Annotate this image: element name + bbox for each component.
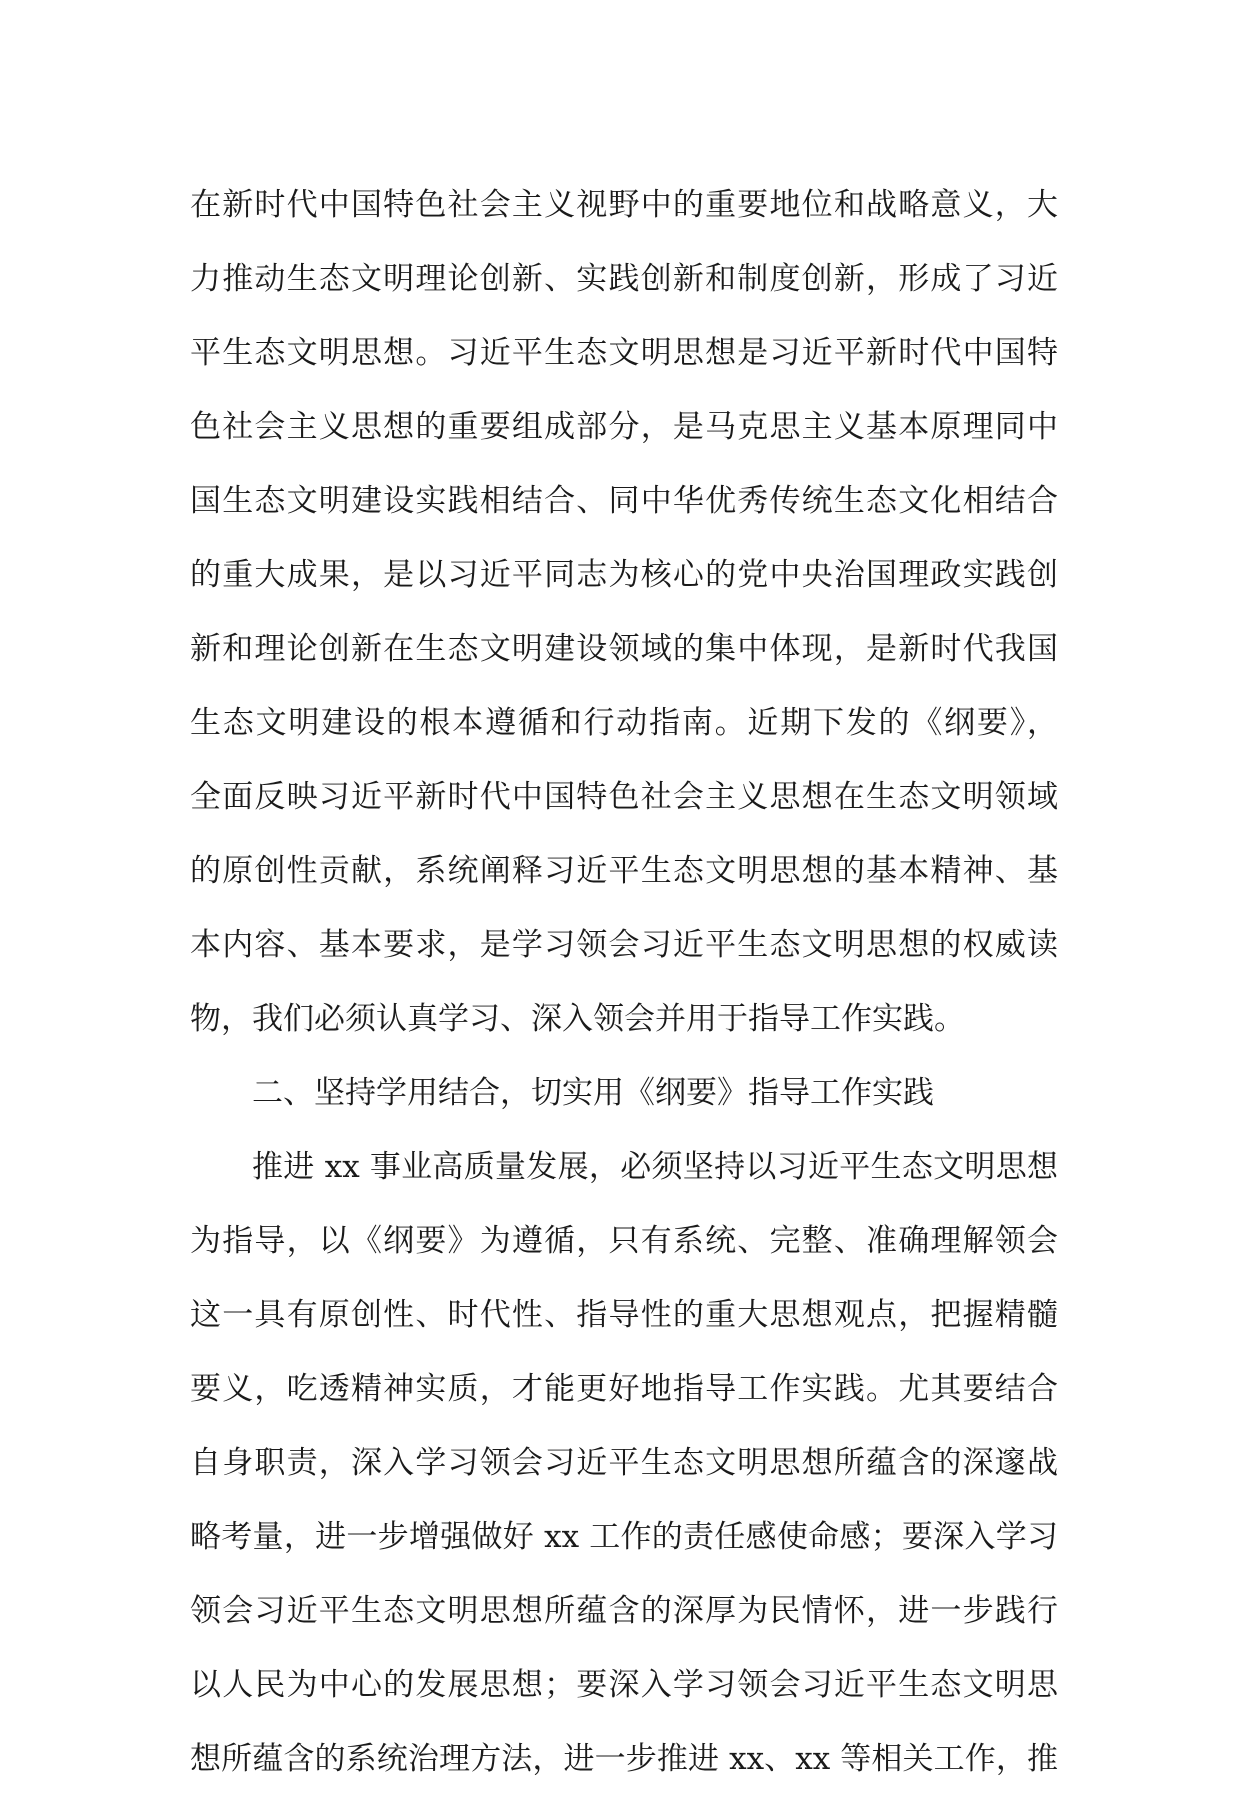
text-line: 领会习近平生态文明思想所蕴含的深厚为民情怀，进一步践行 (190, 1593, 1058, 1629)
text-line: 的原创性贡献，系统阐释习近平生态文明思想的基本精神、基 (190, 853, 1058, 889)
text-line: 生态文明建设的根本遵循和行动指南。近期下发的《纲要》， (190, 705, 1058, 741)
text-line: 略考量，进一步增强做好 xx 工作的责任感使命感；要深入学习 (190, 1519, 1058, 1555)
text-line: 想所蕴含的系统治理方法，进一步推进 xx、xx 等相关工作，推 (190, 1741, 1058, 1777)
section-heading: 二、坚持学用结合，切实用《纲要》指导工作实践 (252, 1075, 934, 1111)
text-line: 平生态文明思想。习近平生态文明思想是习近平新时代中国特 (190, 335, 1058, 371)
document-body (190, 168, 1058, 1796)
text-line: 全面反映习近平新时代中国特色社会主义思想在生态文明领域 (190, 779, 1058, 815)
text-line: 的重大成果，是以习近平同志为核心的党中央治国理政实践创 (190, 557, 1058, 593)
text-line: 推进 xx 事业高质量发展，必须坚持以习近平生态文明思想 (252, 1149, 1058, 1185)
text-line: 新和理论创新在生态文明建设领域的集中体现，是新时代我国 (190, 631, 1058, 667)
text-line: 色社会主义思想的重要组成部分，是马克思主义基本原理同中 (190, 409, 1058, 445)
text-line: 力推动生态文明理论创新、实践创新和制度创新，形成了习近 (190, 261, 1058, 297)
text-line: 本内容、基本要求，是学习领会习近平生态文明思想的权威读 (190, 927, 1058, 963)
text-line: 为指导，以《纲要》为遵循，只有系统、完整、准确理解领会 (190, 1223, 1058, 1259)
text-line: 物，我们必须认真学习、深入领会并用于指导工作实践。 (190, 1001, 965, 1037)
text-line: 自身职责，深入学习领会习近平生态文明思想所蕴含的深邃战 (190, 1445, 1058, 1481)
text-line: 要义，吃透精神实质，才能更好地指导工作实践。尤其要结合 (190, 1371, 1058, 1407)
text-line: 以人民为中心的发展思想；要深入学习领会习近平生态文明思 (190, 1667, 1058, 1703)
text-line: 这一具有原创性、时代性、指导性的重大思想观点，把握精髓 (190, 1297, 1058, 1333)
text-line: 在新时代中国特色社会主义视野中的重要地位和战略意义，大 (190, 187, 1058, 223)
text-line: 国生态文明建设实践相结合、同中华优秀传统生态文化相结合 (190, 483, 1058, 519)
